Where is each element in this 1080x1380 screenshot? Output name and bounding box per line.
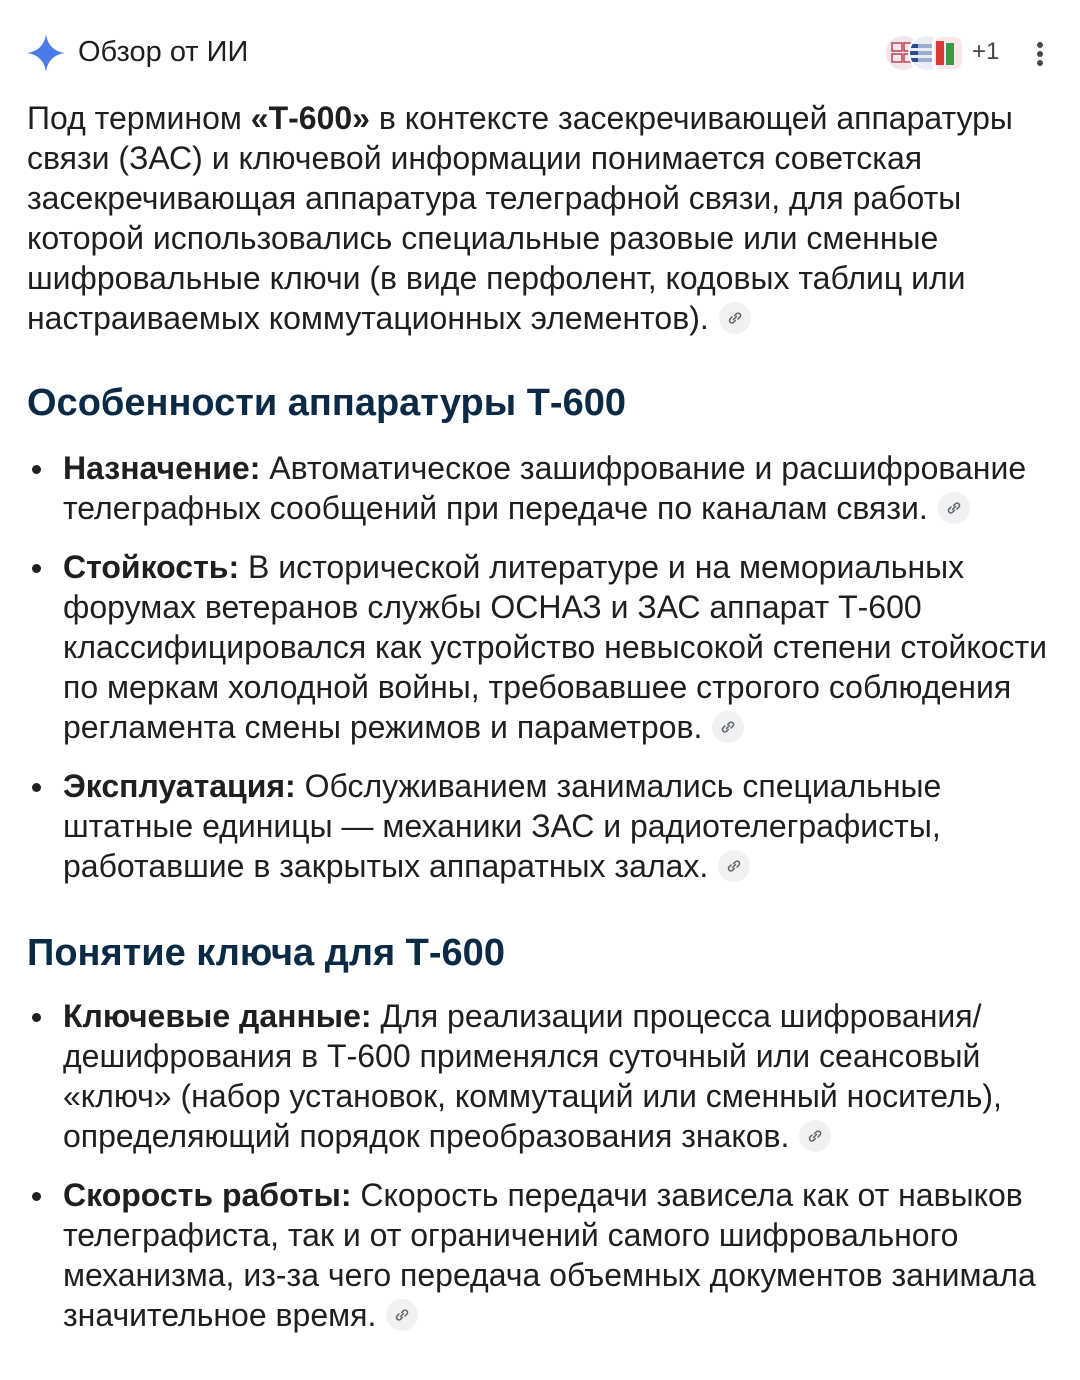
- item-label: Скорость работы:: [63, 1177, 352, 1213]
- sources-more-count: +1: [972, 38, 1000, 65]
- list-item: [27, 547, 1057, 747]
- link-icon[interactable]: [718, 850, 750, 882]
- list-item: [27, 766, 1057, 886]
- item-label: Назначение:: [63, 450, 261, 486]
- item-text: Для реализации процесса шифрования/дешифрования в Т-600 применялся суточный или сеансовый «ключ» (набор установок, коммутаций или сменный носитель), определяющий порядок преобразования знаков.: [63, 998, 1002, 1154]
- section-list: [27, 996, 1057, 1335]
- item-text: Обслуживанием занимались специальные штатные единицы — механики ЗАС и радиотелеграфисты, работавшие в закрытых аппаратных залах.: [63, 768, 942, 884]
- section-heading: Особенности аппаратуры Т-600: [27, 382, 626, 424]
- item-text: Скорость передачи зависела как от навыков телеграфиста, так и от ограничений самого шифровального механизма, из-за чего передача объемных документов занимала значительное время.: [63, 1177, 1036, 1333]
- list-item: [27, 996, 1057, 1156]
- ai-sparkle-icon: [26, 33, 66, 73]
- link-icon[interactable]: [799, 1120, 831, 1152]
- list-item: [27, 1175, 1057, 1335]
- link-icon[interactable]: [386, 1299, 418, 1331]
- list-item: [27, 448, 1057, 528]
- header-title: Обзор от ИИ: [78, 36, 249, 68]
- source-favicon: [932, 35, 964, 71]
- link-icon[interactable]: [719, 302, 751, 334]
- item-text: В исторической литературе и на мемориальных форумах ветеранов службы ОСНАЗ и ЗАС аппарат Т-600 классифицировался как устройство невысокой степени стойкости по меркам холодной войны, требовавшее строгого соблюдения регламента смены режимов и параметров.: [63, 549, 1048, 745]
- intro-paragraph: [27, 98, 1057, 338]
- more-options-icon[interactable]: [1022, 34, 1058, 74]
- sources-button[interactable]: [884, 34, 1004, 74]
- overview-content: [27, 98, 1057, 1354]
- item-text: в контексте засекречивающей аппаратуры связи (ЗАС) и ключевой информации понимается советская засекречивающая аппаратура телеграфной связи, для работы которой использовались специальные разовые или сменные шифровальные ключи (в виде перфолент, кодовых таблиц или настраиваемых коммутационных элементов).: [27, 100, 1013, 336]
- item-text: Под термином: [27, 100, 251, 136]
- intro-term: «Т-600»: [250, 100, 370, 136]
- section-heading: Понятие ключа для Т-600: [27, 932, 505, 974]
- section-list: [27, 448, 1057, 886]
- item-label: Ключевые данные:: [63, 998, 372, 1034]
- link-icon[interactable]: [712, 711, 744, 743]
- ai-overview-header: [0, 0, 1080, 105]
- link-icon[interactable]: [938, 492, 970, 524]
- item-label: Эксплуатация:: [63, 768, 296, 804]
- item-label: Стойкость:: [63, 549, 240, 585]
- item-text: Автоматическое зашифрование и расшифрование телеграфных сообщений при передаче по каналам связи.: [63, 450, 1027, 526]
